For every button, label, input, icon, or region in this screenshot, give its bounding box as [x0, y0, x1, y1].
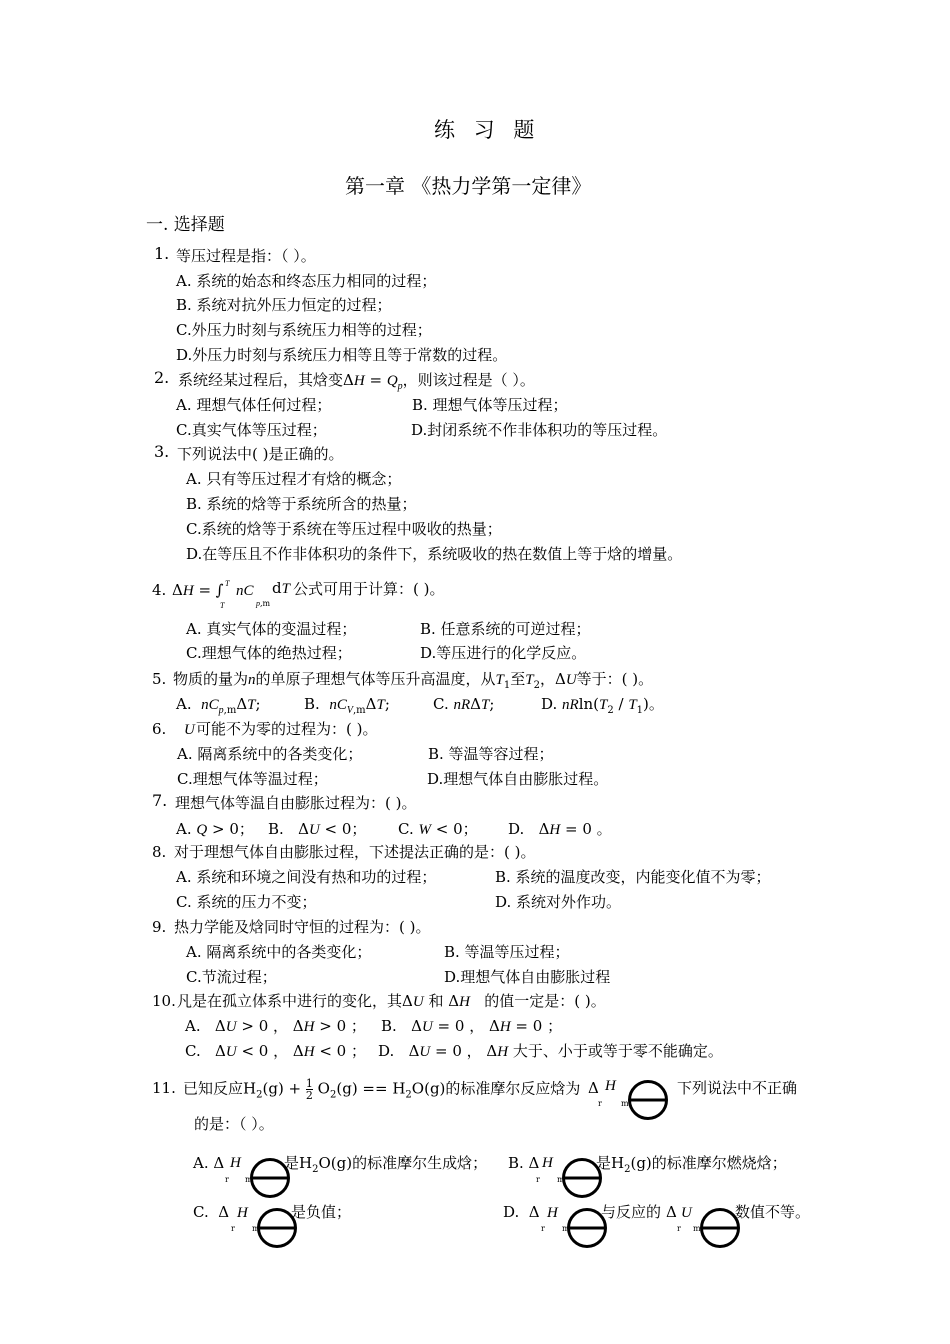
q2-option-a: A. 理想气体任何过程； [176, 396, 332, 414]
q2-option-c: C.真实气体等压过程； [176, 421, 327, 439]
q6-stem: 可能不为零的过程为：( )。 [196, 720, 378, 738]
chapter-title: 第一章 《热力学第一定律》 [345, 174, 592, 198]
q11-option-d-label: D. Δ [503, 1203, 540, 1221]
q8-option-d: D. 系统对外作功。 [495, 893, 622, 911]
q2-option-d: D.封闭系统不作非体积功的等压过程。 [411, 421, 668, 439]
q2-number: 2. [154, 368, 170, 387]
q8-option-b: B. 系统的温度改变，内能变化值不为零； [495, 868, 771, 886]
q6-option-a: A. 隔离系统中的各类变化； [177, 745, 363, 763]
q2-option-b: B. 理想气体等压过程； [412, 396, 568, 414]
q8-option-c: C. 系统的压力不变； [176, 893, 317, 911]
q11-c-sub-m: m [252, 1224, 260, 1233]
q11-a-h: H [230, 1155, 241, 1171]
q4-option-a: A. 真实气体的变温过程； [186, 620, 357, 638]
page-title: 练 习 题 [434, 118, 541, 142]
q2-stem: 系统经某过程后，其焓变$\Delta H = Q_p$，则该过程是（ ）。 [178, 371, 535, 392]
q7-stem: 理想气体等温自由膨胀过程为：( )。 [175, 794, 417, 812]
q4-option-b: B. 任意系统的可逆过程； [420, 620, 591, 638]
q8-number: 8. [152, 843, 167, 861]
q11-c-sub-r: r [231, 1224, 235, 1233]
q11-d-u: U [681, 1205, 692, 1221]
q4-number: 4. [152, 581, 167, 599]
q1-option-d: D.外压力时刻与系统压力相等且等于常数的过程。 [176, 346, 508, 364]
q3-stem: 下列说法中( )是正确的。 [177, 445, 344, 463]
q4-stem: 公式可用于计算：( )。 [293, 580, 445, 598]
q10-stem: 凡是在孤立体系中进行的变化，其ΔU 和 ΔH 的值一定是：( )。 [177, 992, 606, 1010]
q11-option-d-tail: 数值不等。 [735, 1203, 811, 1221]
q11-stem-circle-mark [628, 1080, 668, 1120]
q11-b-h: H [542, 1155, 553, 1171]
q8-stem: 对于理想气体自由膨胀过程，下述提法正确的是：( )。 [174, 843, 536, 861]
q4-formula-lower: T [220, 601, 225, 610]
q1-option-c: C.外压力时刻与系统压力相等的过程； [176, 321, 432, 339]
q11-stem-delta: Δ [588, 1079, 599, 1097]
q9-option-b: B. 等温等压过程； [444, 943, 570, 961]
q7-option-a: A. Q > 0； [176, 820, 254, 838]
q6-option-d: D.理想气体自由膨胀过程。 [427, 770, 609, 788]
q1-option-b: B. 系统对抗外压力恒定的过程； [176, 296, 392, 314]
q6-option-b: B. 等温等容过程； [428, 745, 554, 763]
q9-number: 9. [152, 918, 167, 936]
q11-stem-line2: 的是：（ ）。 [194, 1115, 274, 1133]
q6-symbol: U [184, 722, 195, 738]
q1-option-a: A. 系统的始态和终态压力相同的过程； [176, 272, 437, 290]
q6-option-c: C.理想气体等温过程； [177, 770, 328, 788]
q6-number: 6. [152, 720, 167, 738]
q11-option-c-label: C. Δ [193, 1203, 230, 1221]
q10-number: 10. [152, 992, 176, 1010]
q11-option-d-text: 与反应的 [601, 1203, 662, 1221]
q11-d-sub-r2: r [677, 1224, 681, 1233]
q11-option-b-label: B. Δ [508, 1154, 540, 1172]
q11-stem-sub-r: r [598, 1099, 602, 1108]
q10-option-b: B. ΔU = 0 ， ΔH = 0 ； [381, 1017, 563, 1035]
q7-number: 7. [152, 791, 168, 810]
q4-formula: ΔH = ∫ [172, 581, 224, 599]
q10-option-c: C. ΔU < 0 ， ΔH < 0 ； [185, 1042, 366, 1060]
q7-option-c: C. W < 0； [398, 820, 478, 838]
section-heading: 一. 选择题 [146, 215, 225, 235]
q11-a-sub-r: r [225, 1175, 229, 1184]
q9-stem: 热力学能及焓同时守恒的过程为：( )。 [174, 918, 431, 936]
q5-option-a: A. $nC_{p,m}\Delta T$; [176, 695, 261, 716]
q10-option-d: D. ΔU = 0 ， ΔH 大于、小于或等于零不能确定。 [378, 1042, 723, 1060]
q4-option-d: D.等压进行的化学反应。 [420, 644, 587, 662]
q9-option-c: C.节流过程； [186, 968, 277, 986]
q11-option-a-label: A. Δ [193, 1154, 225, 1172]
q11-stem-tail: 下列说法中不正确 [677, 1079, 798, 1097]
q11-b-sub-r: r [536, 1175, 540, 1184]
q5-option-b: B. $nC_{V,m}\Delta T$; [304, 695, 390, 716]
q4-formula-ncp: nC [236, 583, 254, 599]
q11-d-h: H [547, 1205, 558, 1221]
q11-d-sub-m2: m [693, 1224, 701, 1233]
q9-option-d: D.理想气体自由膨胀过程 [444, 968, 611, 986]
q4-option-c: C.理想气体的绝热过程； [186, 644, 352, 662]
q11-option-a-text: 是$H_2O(g)$的标准摩尔生成焓； [284, 1154, 488, 1175]
q5-number: 5. [152, 670, 167, 688]
q7-option-b: B. ΔU < 0； [268, 820, 367, 838]
q8-option-a: A. 系统和环境之间没有热和功的过程； [176, 868, 437, 886]
q11-option-b-text: 是$H_2(g)$的标准摩尔燃烧焓； [596, 1154, 787, 1175]
q11-a-sub-m: m [245, 1175, 253, 1184]
q10-option-a: A. ΔU > 0 ， ΔH > 0 ； [185, 1017, 366, 1035]
q11-c-h: H [237, 1205, 248, 1221]
q3-option-c: C.系统的焓等于系统在等压过程中吸收的热量； [186, 520, 502, 538]
q11-d-circle-mark-2 [700, 1208, 740, 1248]
q3-option-d: D.在等压且不作非体积功的条件下，系统吸收的热在数值上等于焓的增量。 [186, 545, 683, 563]
q9-option-a: A. 隔离系统中的各类变化； [186, 943, 372, 961]
q11-stem-sub-m: m [621, 1099, 629, 1108]
q1-stem: 等压过程是指：（ ）。 [176, 247, 316, 265]
q11-option-c-text: 是负值； [291, 1203, 352, 1221]
q4-formula-dt: dT [272, 579, 290, 597]
q11-d-delta2: Δ [666, 1203, 677, 1221]
q11-b-sub-m: m [557, 1175, 565, 1184]
q1-number: 1. [154, 244, 170, 263]
q3-option-a: A. 只有等压过程才有焓的概念； [186, 470, 402, 488]
q11-stem-h: H [605, 1078, 616, 1094]
q11-d-sub-m: m [562, 1224, 570, 1233]
q4-formula-upper: T [225, 579, 230, 588]
q5-stem: 物质的量为n的单原子理想气体等压升高温度，从$T_1$至$T_2$，ΔU等于：( )。 [173, 670, 654, 691]
q3-option-b: B. 系统的焓等于系统所含的热量； [186, 495, 417, 513]
q4-formula-sub: p,m [256, 599, 271, 608]
q7-option-d: D. ΔH = 0 。 [508, 820, 612, 838]
q5-option-c: C. nRΔT; [433, 695, 495, 713]
q11-d-sub-r: r [541, 1224, 545, 1233]
q11-stem: 已知反应$H_2(g)$ + $\frac{1}{2}$ $O_2(g) == H_2O(g)$的标准摩尔反应焓为 [183, 1077, 581, 1102]
q11-number: 11. [152, 1079, 176, 1097]
q3-number: 3. [154, 442, 170, 461]
q5-option-d: D. $nRln(T_2 / T_1)$。 [541, 695, 664, 716]
